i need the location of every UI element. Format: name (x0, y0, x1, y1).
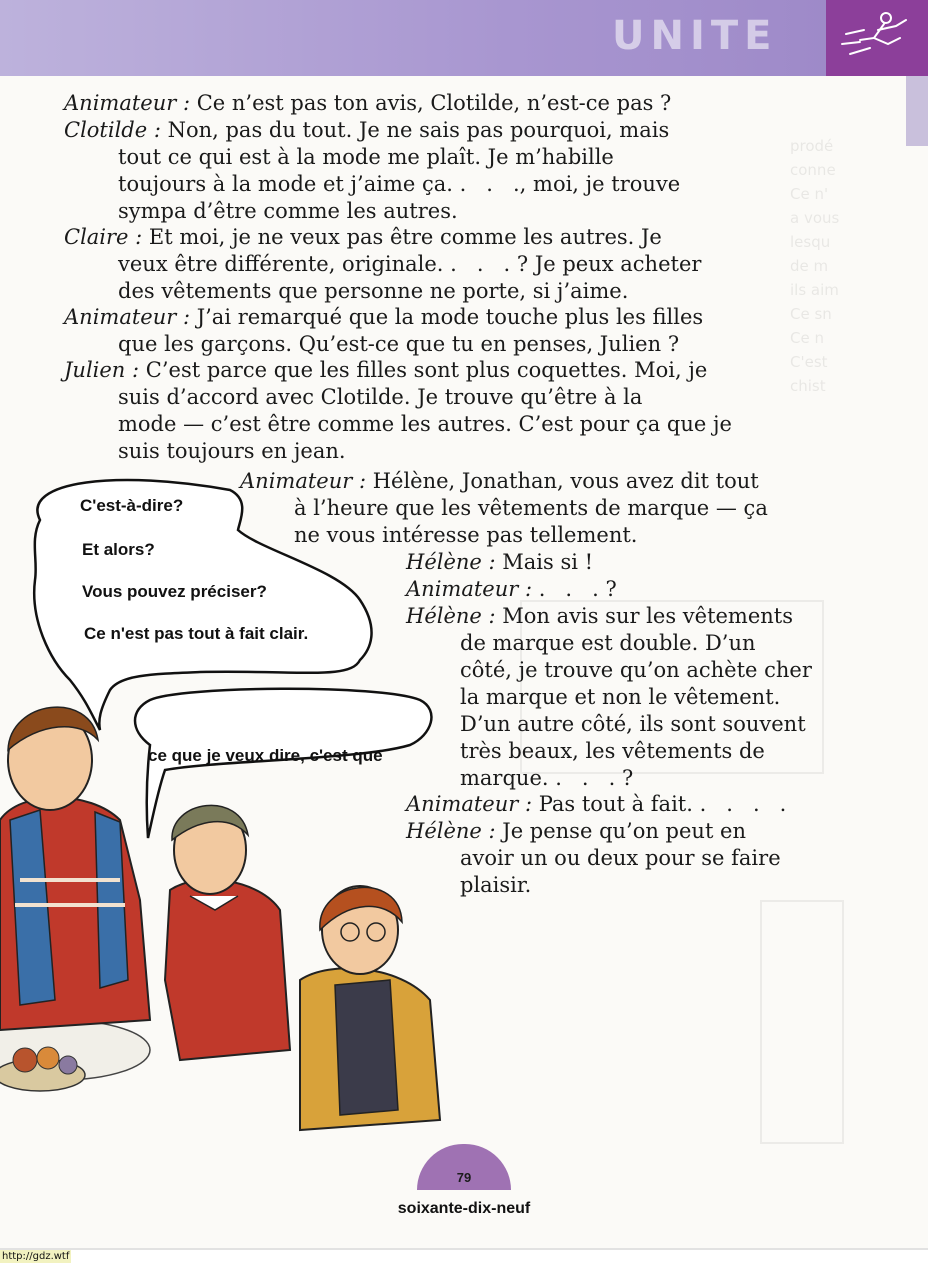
dialogue-text: très beaux, les vêtements de (460, 739, 765, 763)
bubble-phrase: Ce n'est pas tout à fait clair. (84, 624, 309, 643)
students-discussing-illustration (0, 460, 470, 1150)
dialogue-line (64, 304, 703, 330)
speaker-name: Hélène : (406, 550, 496, 574)
dialogue-text: Hélène, Jonathan, vous avez dit tout (366, 469, 759, 493)
dialogue-text: suis d’accord avec Clotilde. Je trouve qu’être à la (118, 385, 643, 409)
bubble-reply-text: ce que je veux dire, c'est que (148, 746, 383, 765)
dialogue-text: plaisir. (460, 873, 532, 897)
dialogue-text: tout ce qui est à la mode me plaît. Je m’habille (118, 145, 614, 169)
dialogue-line (460, 630, 756, 656)
dialogue-text: veux être différente, originale. . . . ? Je peux acheter (118, 252, 702, 276)
dialogue-line (64, 357, 707, 383)
dialogue-line (460, 657, 812, 683)
dialogue-text: . . . ? (532, 577, 617, 601)
dialogue-line (460, 738, 765, 764)
dialogue-text: la marque et non le vêtement. (460, 685, 781, 709)
speaker-name: Hélène : (406, 604, 496, 628)
dialogue-line (118, 144, 614, 170)
dialogue-line (118, 384, 642, 410)
dialogue-line (64, 117, 669, 143)
speaker-name: Animateur : (64, 305, 191, 329)
speaker-name: Animateur : (64, 91, 191, 115)
speaker-name: Animateur : (406, 577, 533, 601)
bubble-phrase: C'est-à-dire? (80, 496, 184, 515)
dialogue-text: avoir un ou deux pour se faire (460, 846, 781, 870)
dialogue-text: toujours à la mode et j’aime ça. . . ., moi, je trouve (118, 172, 681, 196)
bubble-phrase: Vous pouvez préciser? (82, 582, 267, 601)
dialogue-text: sympa d’être comme les autres. (118, 199, 458, 223)
dialogue-text: ne vous intéresse pas tellement. (294, 523, 638, 547)
dialogue-text: J’ai remarqué que la mode touche plus les filles (190, 305, 704, 329)
dialogue-line (118, 198, 458, 224)
dialogue-text: Pas tout à fait. . . . . (532, 792, 787, 816)
dialogue-line (118, 278, 628, 304)
scan-edge (0, 1248, 928, 1250)
bubble-phrase: Et alors? (82, 540, 155, 559)
student-middle-icon (165, 805, 290, 1060)
dialogue-text: Non, pas du tout. Je ne sais pas pourquoi, mais (160, 118, 670, 142)
speaker-name: Hélène : (406, 819, 496, 843)
dialogue-text: Mais si ! (495, 550, 594, 574)
dialogue-text: Ce n’est pas ton avis, Clotilde, n’est-ce pas ? (190, 91, 672, 115)
source-link[interactable]: http://gdz.wtf (2, 1251, 70, 1262)
dialogue-text: marque. . . . ? (460, 766, 634, 790)
dialogue-text: Mon avis sur les vêtements (495, 604, 794, 628)
dialogue-text: Je pense qu’on peut en (495, 819, 747, 843)
unit-label: UNITE (612, 13, 778, 59)
dialogue-text: D’un autre côté, ils sont souvent (460, 712, 806, 736)
speaker-name: Clotilde : (64, 118, 161, 142)
dialogue-line (118, 251, 701, 277)
show-through-text: prodé conne Ce n' a vous lesqu de m ils aim Ce sn Ce n C'est chist (790, 137, 840, 395)
page-number-words: soixante-dix-neuf (397, 1200, 531, 1217)
student-left-icon (0, 707, 150, 1030)
dialogue-text: Et moi, je ne veux pas être comme les autres. Je (142, 225, 662, 249)
dialogue-text: de marque est double. D’un (460, 631, 756, 655)
page-number: 79 (456, 1170, 472, 1185)
dialogue-line (460, 711, 806, 737)
dialogue-text: mode — c’est être comme les autres. C’est pour ça que je (118, 412, 732, 436)
dialogue-line (460, 845, 781, 871)
dialogue-line (460, 765, 633, 791)
dialogue-line (460, 684, 780, 710)
speaker-name: Animateur : (240, 469, 367, 493)
student-right-icon (300, 886, 440, 1130)
dialogue-text: suis toujours en jean. (118, 439, 346, 463)
speaker-name: Animateur : (406, 792, 533, 816)
dialogue-text: des vêtements que personne ne porte, si j’aime. (118, 279, 629, 303)
dialogue-line (64, 224, 662, 250)
speaker-name: Claire : (64, 225, 143, 249)
dialogue-line (460, 872, 531, 898)
dialogue-line (118, 171, 680, 197)
dialogue-line (118, 331, 679, 357)
dialogue-text: que les garçons. Qu’est-ce que tu en penses, Julien ? (118, 332, 680, 356)
speaker-name: Julien : (64, 358, 140, 382)
dialogue-text: côté, je trouve qu’on achète cher (460, 658, 812, 682)
dialogue-text: C’est parce que les filles sont plus coquettes. Moi, je (139, 358, 708, 382)
dialogue-line (64, 90, 671, 116)
show-through-box (760, 900, 844, 1144)
dialogue-line (118, 411, 732, 437)
dialogue-text: à l’heure que les vêtements de marque — ça (294, 496, 768, 520)
